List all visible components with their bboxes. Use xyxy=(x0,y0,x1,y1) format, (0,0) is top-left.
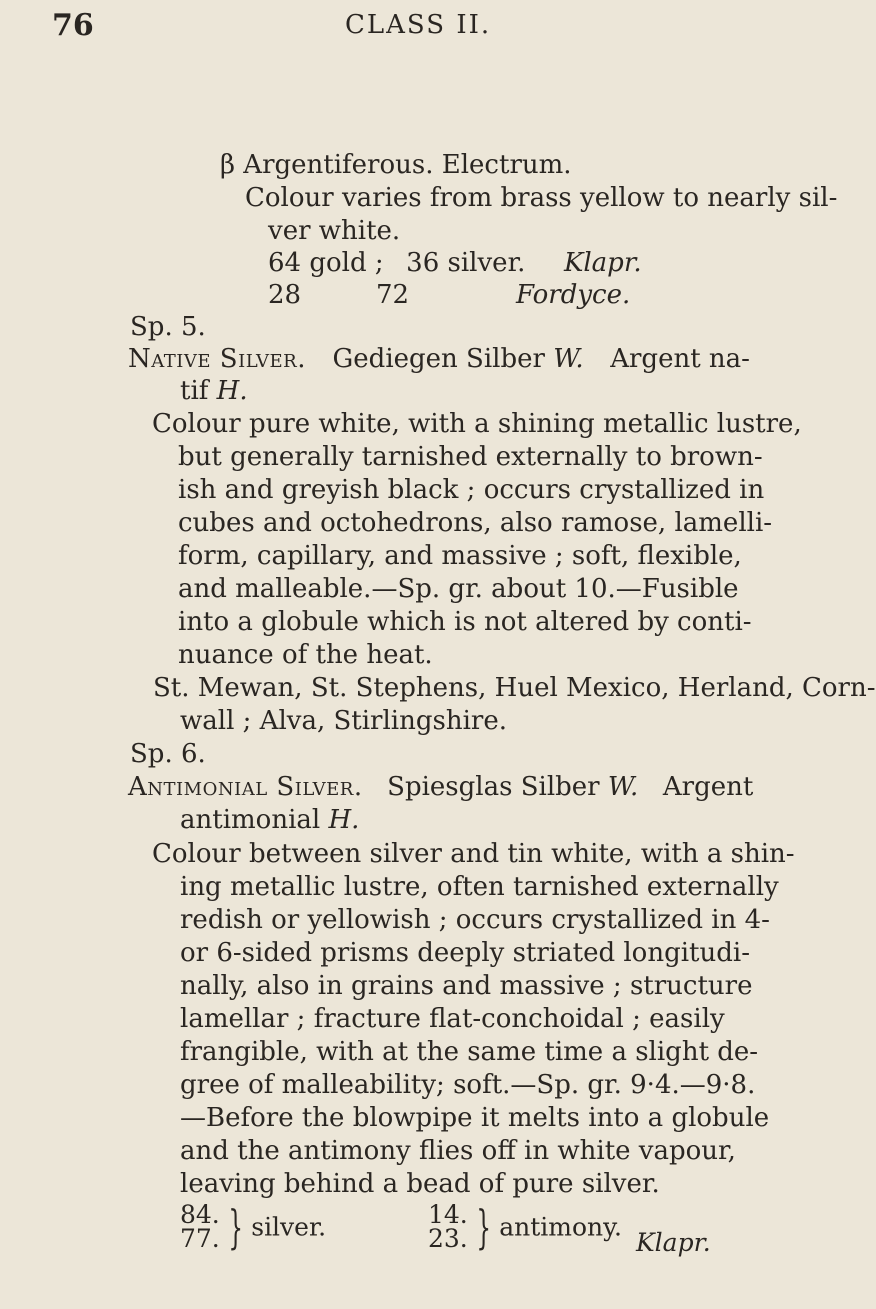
sp6-german-name: Spiesglas Silber xyxy=(387,772,600,802)
sp6-heading-line2 xyxy=(180,805,359,835)
sp6-analysis-author: Klapr. xyxy=(636,1228,711,1257)
sp5-desc-line: ish and greyish black ; occurs crystallized in xyxy=(178,475,765,505)
sp5-desc-line: but generally tarnished externally to brown- xyxy=(178,442,763,472)
sp5-heading xyxy=(128,344,750,374)
sp5-desc-line: form, capillary, and massive ; soft, flexible, xyxy=(178,541,742,571)
beta-analysis2 xyxy=(268,280,301,310)
sp5-name: Native Silver. xyxy=(128,344,306,374)
sp6-heading xyxy=(128,772,753,802)
beta-colour-line1: Colour varies from brass yellow to nearly sil- xyxy=(245,183,838,213)
sp6-desc-line: gree of malleability; soft.—Sp. gr. 9·4.—9·8. xyxy=(180,1070,756,1100)
sp6-desc-line: leaving behind a bead of pure silver. xyxy=(180,1169,660,1199)
sp6-w-abbrev: W. xyxy=(607,772,639,802)
class-title: CLASS II. xyxy=(345,10,492,40)
sp5-localities-line1: St. Mewan, St. Stephens, Huel Mexico, Herland, Corn- xyxy=(153,673,876,703)
beta-heading xyxy=(220,150,572,180)
sp6-h-abbrev: H. xyxy=(328,805,360,835)
antimony-value: 14. xyxy=(428,1200,468,1229)
analysis-silver: 36 silver. xyxy=(406,248,526,278)
sp5-label: Sp. 5. xyxy=(130,312,206,342)
beta-analysis1 xyxy=(268,248,642,278)
brace-glyph: } xyxy=(228,1200,243,1254)
page-number: 76 xyxy=(52,8,94,43)
sp6-desc-line: nally, also in grains and massive ; structure xyxy=(180,971,753,1001)
sp6-desc-line: —Before the blowpipe it melts into a globule xyxy=(180,1103,770,1133)
silver-value: 84. xyxy=(180,1200,220,1229)
sp6-name: Antimonial Silver. xyxy=(128,772,363,802)
sp5-german-name: Gediegen Silber xyxy=(332,344,545,374)
sp5-heading-line2 xyxy=(180,376,248,406)
sp5-desc-line: into a globule which is not altered by conti- xyxy=(178,607,752,637)
analysis-gold: 64 gold ; xyxy=(268,248,384,278)
analysis-value-72: 72 xyxy=(376,280,410,310)
sp5-tif: tif xyxy=(180,376,217,406)
sp5-desc-line: cubes and octohedrons, also ramose, lamelli- xyxy=(178,508,773,538)
sp5-w-abbrev: W. xyxy=(553,344,584,374)
antimony-value: 23. xyxy=(428,1224,468,1253)
sp5-desc-line: nuance of the heat. xyxy=(178,640,433,670)
sp6-desc-line: or 6-sided prisms deeply striated longitudi- xyxy=(180,938,750,968)
sp6-argent: Argent xyxy=(662,772,754,802)
silver-label: silver. xyxy=(251,1212,327,1242)
sp6-analysis-silver xyxy=(180,1200,326,1254)
sp5-h-abbrev: H. xyxy=(216,376,248,406)
analysis-value-28: 28 xyxy=(268,280,302,310)
sp5-argent: Argent na- xyxy=(610,344,750,374)
sp5-localities-line2: wall ; Alva, Stirlingshire. xyxy=(180,706,507,736)
sp6-desc-line: lamellar ; fracture flat-conchoidal ; easily xyxy=(180,1004,725,1034)
sp6-label: Sp. 6. xyxy=(130,739,206,769)
antimony-label: antimony. xyxy=(499,1212,622,1242)
sp6-analysis-antimony xyxy=(428,1200,622,1254)
sp6-desc-line: ing metallic lustre, often tarnished externally xyxy=(180,872,779,902)
beta-colour-line2: ver white. xyxy=(268,216,401,246)
sp6-antimonial: antimonial xyxy=(180,805,329,835)
sp5-desc-line: Colour pure white, with a shining metallic lustre, xyxy=(152,409,802,439)
analysis-author-klapr: Klapr. xyxy=(563,248,642,278)
sp5-desc-line: and malleable.—Sp. gr. about 10.—Fusible xyxy=(178,574,739,604)
beta-marker: β xyxy=(220,150,236,180)
sp6-desc-line: frangible, with at the same time a slight de- xyxy=(180,1037,759,1067)
brace-glyph: } xyxy=(476,1200,491,1254)
silver-value: 77. xyxy=(180,1224,220,1253)
sp6-desc-line: and the antimony flies off in white vapour, xyxy=(180,1136,736,1166)
sp6-desc-line: redish or yellowish ; occurs crystallized in 4- xyxy=(180,905,770,935)
beta-title: Argentiferous. Electrum. xyxy=(243,150,572,180)
analysis-author-fordyce: Fordyce. xyxy=(516,280,631,310)
sp6-desc-line: Colour between silver and tin white, with a shin- xyxy=(152,839,795,869)
